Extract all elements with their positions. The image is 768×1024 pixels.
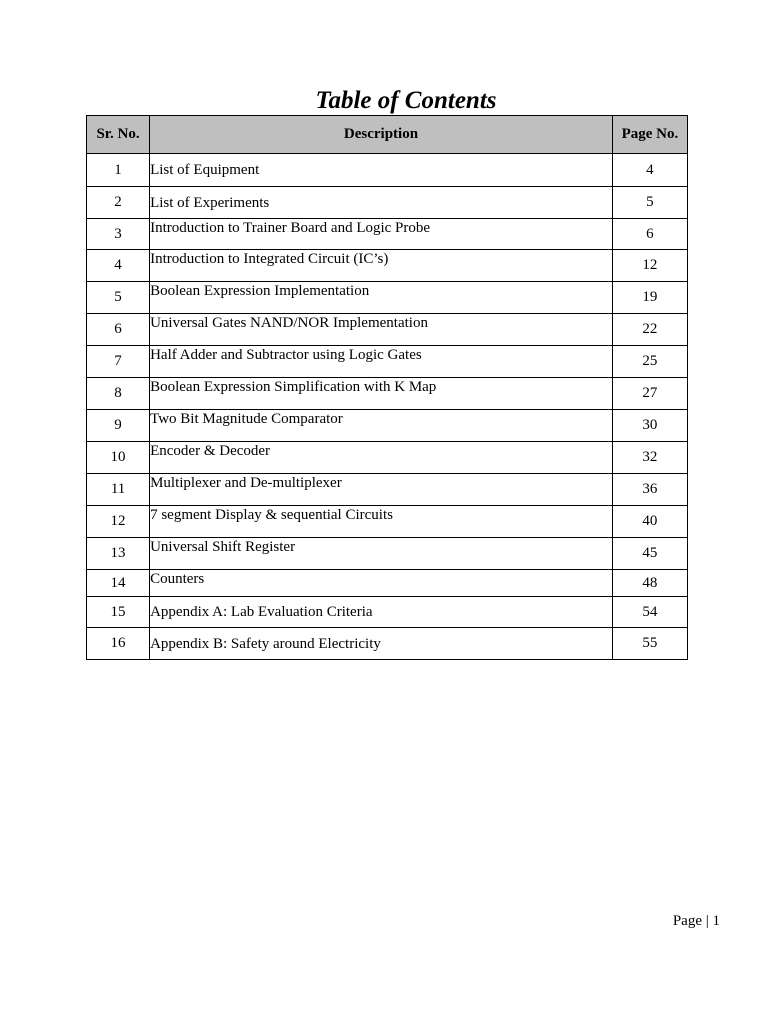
row-page-no: 6 [612,219,687,250]
row-description: Introduction to Trainer Board and Logic Probe [150,219,613,250]
row-description: List of Equipment [150,154,613,187]
table-row [87,219,688,250]
table-row [87,597,688,628]
table-row [87,378,688,410]
row-description: Half Adder and Subtractor using Logic Gates [150,346,613,378]
table-of-contents [86,115,688,660]
row-page-no: 36 [612,474,687,506]
row-description: Boolean Expression Implementation [150,282,613,314]
row-page-no: 22 [612,314,687,346]
table-row [87,187,688,219]
row-sr-no: 16 [87,628,150,660]
row-sr-no: 6 [87,314,150,346]
table-row [87,314,688,346]
row-page-no: 30 [612,410,687,442]
table-row [87,570,688,597]
row-sr-no: 4 [87,250,150,282]
row-sr-no: 8 [87,378,150,410]
row-sr-no: 10 [87,442,150,474]
row-sr-no: 12 [87,506,150,538]
row-page-no: 54 [612,597,687,628]
header-page-no: Page No. [612,116,687,154]
table-row [87,154,688,187]
row-sr-no: 14 [87,570,150,597]
row-sr-no: 13 [87,538,150,570]
row-page-no: 12 [612,250,687,282]
row-sr-no: 15 [87,597,150,628]
table-row [87,282,688,314]
row-description: List of Experiments [150,187,613,219]
table-row [87,506,688,538]
row-description: Appendix B: Safety around Electricity [150,628,613,660]
row-description: Appendix A: Lab Evaluation Criteria [150,597,613,628]
page-title: Table of Contents [315,87,497,114]
row-description: Universal Gates NAND/NOR Implementation [150,314,613,346]
table-row [87,628,688,660]
row-sr-no: 1 [87,154,150,187]
row-page-no: 32 [612,442,687,474]
row-description: Counters [150,570,613,597]
row-page-no: 5 [612,187,687,219]
row-description: Universal Shift Register [150,538,613,570]
row-page-no: 19 [612,282,687,314]
table-row [87,346,688,378]
page-number-footer: Page | 1 [672,913,720,929]
row-sr-no: 3 [87,219,150,250]
row-sr-no: 9 [87,410,150,442]
row-description: 7 segment Display & sequential Circuits [150,506,613,538]
row-description: Two Bit Magnitude Comparator [150,410,613,442]
header-sr-no: Sr. No. [87,116,150,154]
row-page-no: 4 [612,154,687,187]
row-page-no: 55 [612,628,687,660]
table-row [87,474,688,506]
row-page-no: 25 [612,346,687,378]
table-header-row [87,116,688,154]
row-page-no: 40 [612,506,687,538]
table-row [87,538,688,570]
row-page-no: 45 [612,538,687,570]
table-row [87,250,688,282]
row-description: Encoder & Decoder [150,442,613,474]
header-description: Description [150,116,613,154]
row-sr-no: 2 [87,187,150,219]
row-sr-no: 11 [87,474,150,506]
row-description: Introduction to Integrated Circuit (IC’s) [150,250,613,282]
row-description: Multiplexer and De-multiplexer [150,474,613,506]
row-page-no: 48 [612,570,687,597]
row-page-no: 27 [612,378,687,410]
row-sr-no: 5 [87,282,150,314]
row-description: Boolean Expression Simplification with K Map [150,378,613,410]
table-row [87,410,688,442]
row-sr-no: 7 [87,346,150,378]
table-row [87,442,688,474]
